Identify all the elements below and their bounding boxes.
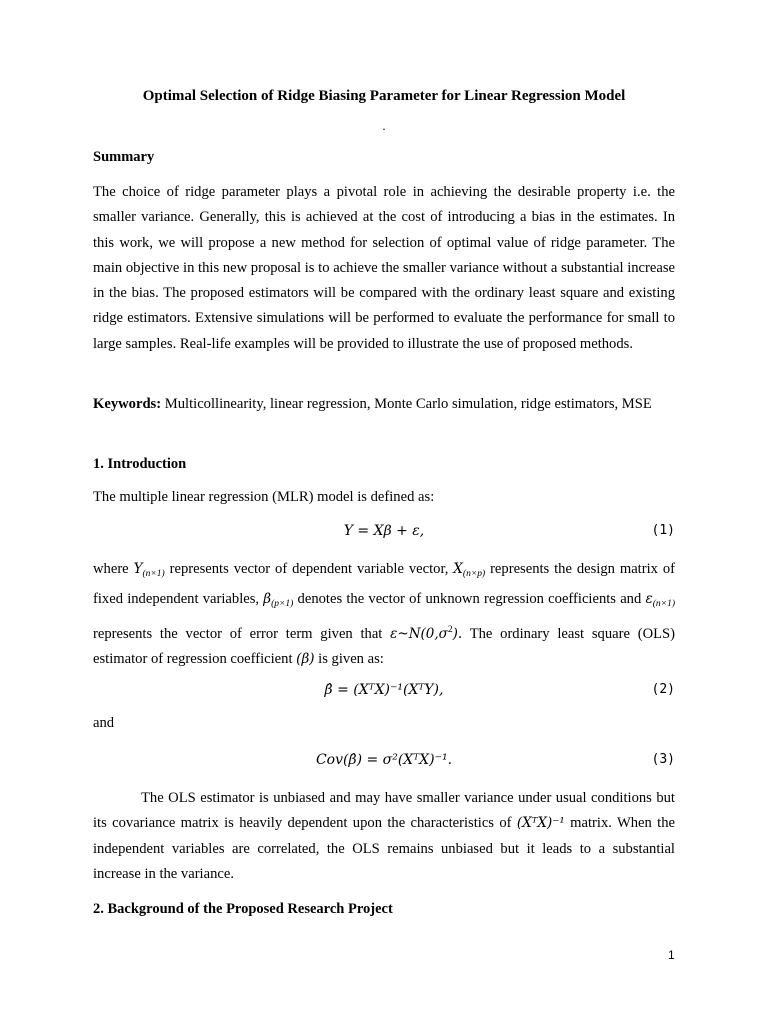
paper-page xyxy=(93,0,675,1024)
keywords-paragraph xyxy=(93,392,675,417)
equation-2-number: (2) xyxy=(651,682,675,697)
separator-dot: . xyxy=(382,118,386,133)
where-paragraph: where $Y_{(n\times 1)}$ represents vector of dependent variable vector, $X_{(n\times p)}$ represents the design matrix of fixed independent variables, $\beta_{(p\times 1)}$ denotes the vector of unknown regression coefficients and $\varepsilon_{(n\times 1)}$ represents the vector of error term given that $\varepsilon\sim N(0,\sigma^2)$. The ordinary least square (OLS) estimator of regression coefficient (β) is given as: xyxy=(93,561,675,667)
and-text: and xyxy=(93,715,115,731)
summary-paragraph: The choice of ridge parameter plays a pivotal role in achieving the desirable property i.e. the smaller variance. Generally, this is achieved at the cost of introducing a bias in the estimates. In this work, we will propose a new method for selection of optimal value of ridge parameter. The main objective in this new proposal is to achieve the smaller variance without a substantial increase in the bias. The proposed estimators will be compared with the ordinary least square and existing ridge estimators. Extensive simulations will be performed to evaluate the performance for small to large samples. Real-life examples will be provided to illustrate the use of proposed methods. xyxy=(93,184,675,352)
page-number: 1 xyxy=(668,948,675,962)
keywords-label: Keywords: xyxy=(93,396,162,412)
ols-paragraph: The OLS estimator is unbiased and may have smaller variance under usual conditions but its covariance matrix is heavily dependent upon the characteristics of (XᵀX)⁻¹ matrix. When the independent variables are correlated, the OLS remains unbiased but it leads to a substantial increase in the variance. xyxy=(93,790,675,882)
equation-3-body: Cov(β̂) = σ²(XᵀX)⁻¹. xyxy=(315,752,453,768)
summary-heading: Summary xyxy=(93,149,155,165)
equation-1 xyxy=(93,523,675,545)
equation-3-number: (3) xyxy=(651,752,675,767)
introduction-heading: 1. Introduction xyxy=(93,456,187,472)
equation-3 xyxy=(93,752,675,774)
equation-2 xyxy=(93,682,675,704)
intro-paragraph: The multiple linear regression (MLR) model is defined as: xyxy=(93,489,435,505)
equation-1-number: (1) xyxy=(651,523,675,538)
keywords-text: Multicollinearity, linear regression, Monte Carlo simulation, ridge estimators, MSE xyxy=(161,396,652,412)
equation-2-body: β̂ = (XᵀX)⁻¹(XᵀY), xyxy=(324,682,444,698)
paper-title: Optimal Selection of Ridge Biasing Parameter for Linear Regression Model xyxy=(142,88,626,104)
background-heading: 2. Background of the Proposed Research Project xyxy=(93,901,393,917)
equation-1-body: Y = Xβ + ε, xyxy=(343,523,425,539)
